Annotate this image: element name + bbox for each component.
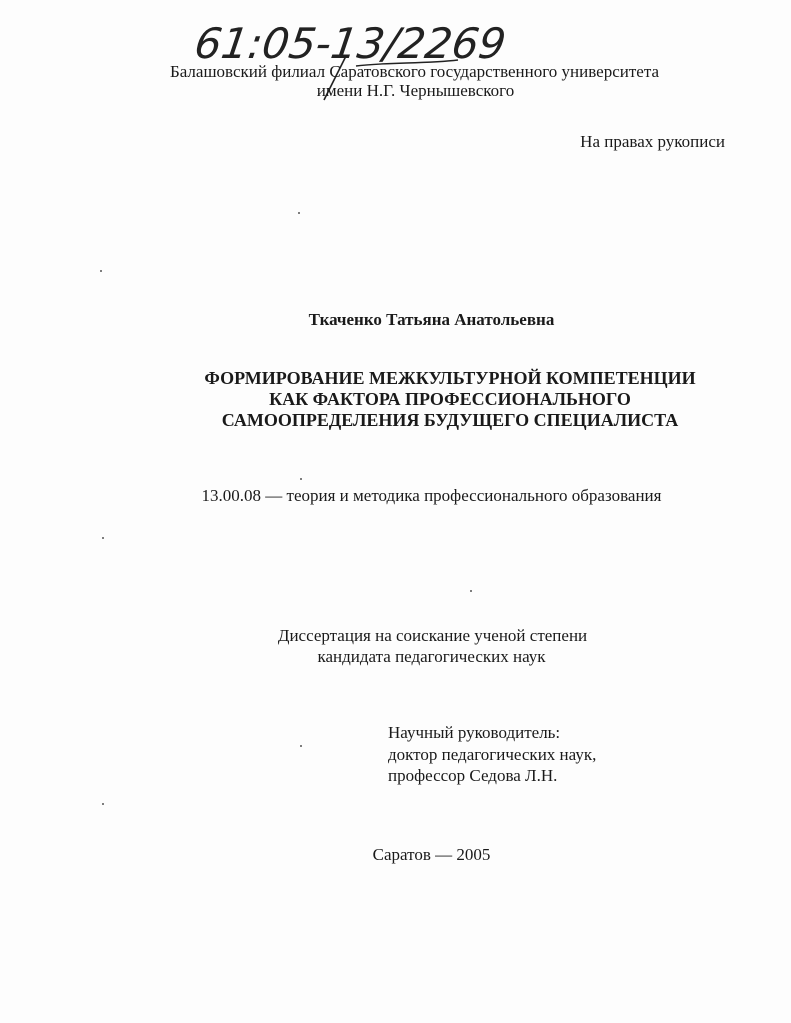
author-name: Ткаченко Татьяна Анатольевна (308, 310, 555, 329)
scan-speck (298, 212, 300, 214)
scan-speck (100, 270, 102, 272)
scan-speck (300, 478, 302, 480)
stamp-number: 61:05-13/2269 (191, 19, 509, 68)
manuscript-rights-label: На правах рукописи (580, 132, 725, 151)
scan-speck (470, 590, 472, 592)
scan-speck (102, 537, 104, 539)
organization-line-1: Балашовский филиал Саратовского государственного университета (169, 62, 660, 81)
degree-line-2: кандидата педагогических наук (317, 647, 546, 666)
scan-speck (300, 745, 302, 747)
title-line-2: КАК ФАКТОРА ПРОФЕССИОНАЛЬНОГО (269, 389, 631, 409)
supervisor-degree: доктор педагогических наук, (388, 745, 597, 764)
supervisor-heading: Научный руководитель: (388, 723, 561, 742)
title-line-1: ФОРМИРОВАНИЕ МЕЖКУЛЬТУРНОЙ КОМПЕТЕНЦИИ (204, 368, 696, 388)
scan-speck (102, 803, 104, 805)
supervisor-name: профессор Седова Л.Н. (388, 766, 558, 785)
organization-line-2: имени Н.Г. Чернышевского (316, 81, 515, 100)
specialty-code: 13.00.08 — теория и методика профессионального образования (201, 486, 662, 505)
city-year: Саратов — 2005 (372, 845, 491, 864)
title-line-3: САМООПРЕДЕЛЕНИЯ БУДУЩЕГО СПЕЦИАЛИСТА (221, 410, 679, 430)
dissertation-title (150, 368, 750, 431)
degree-line-1: Диссертация на соискание ученой степени (277, 626, 588, 645)
